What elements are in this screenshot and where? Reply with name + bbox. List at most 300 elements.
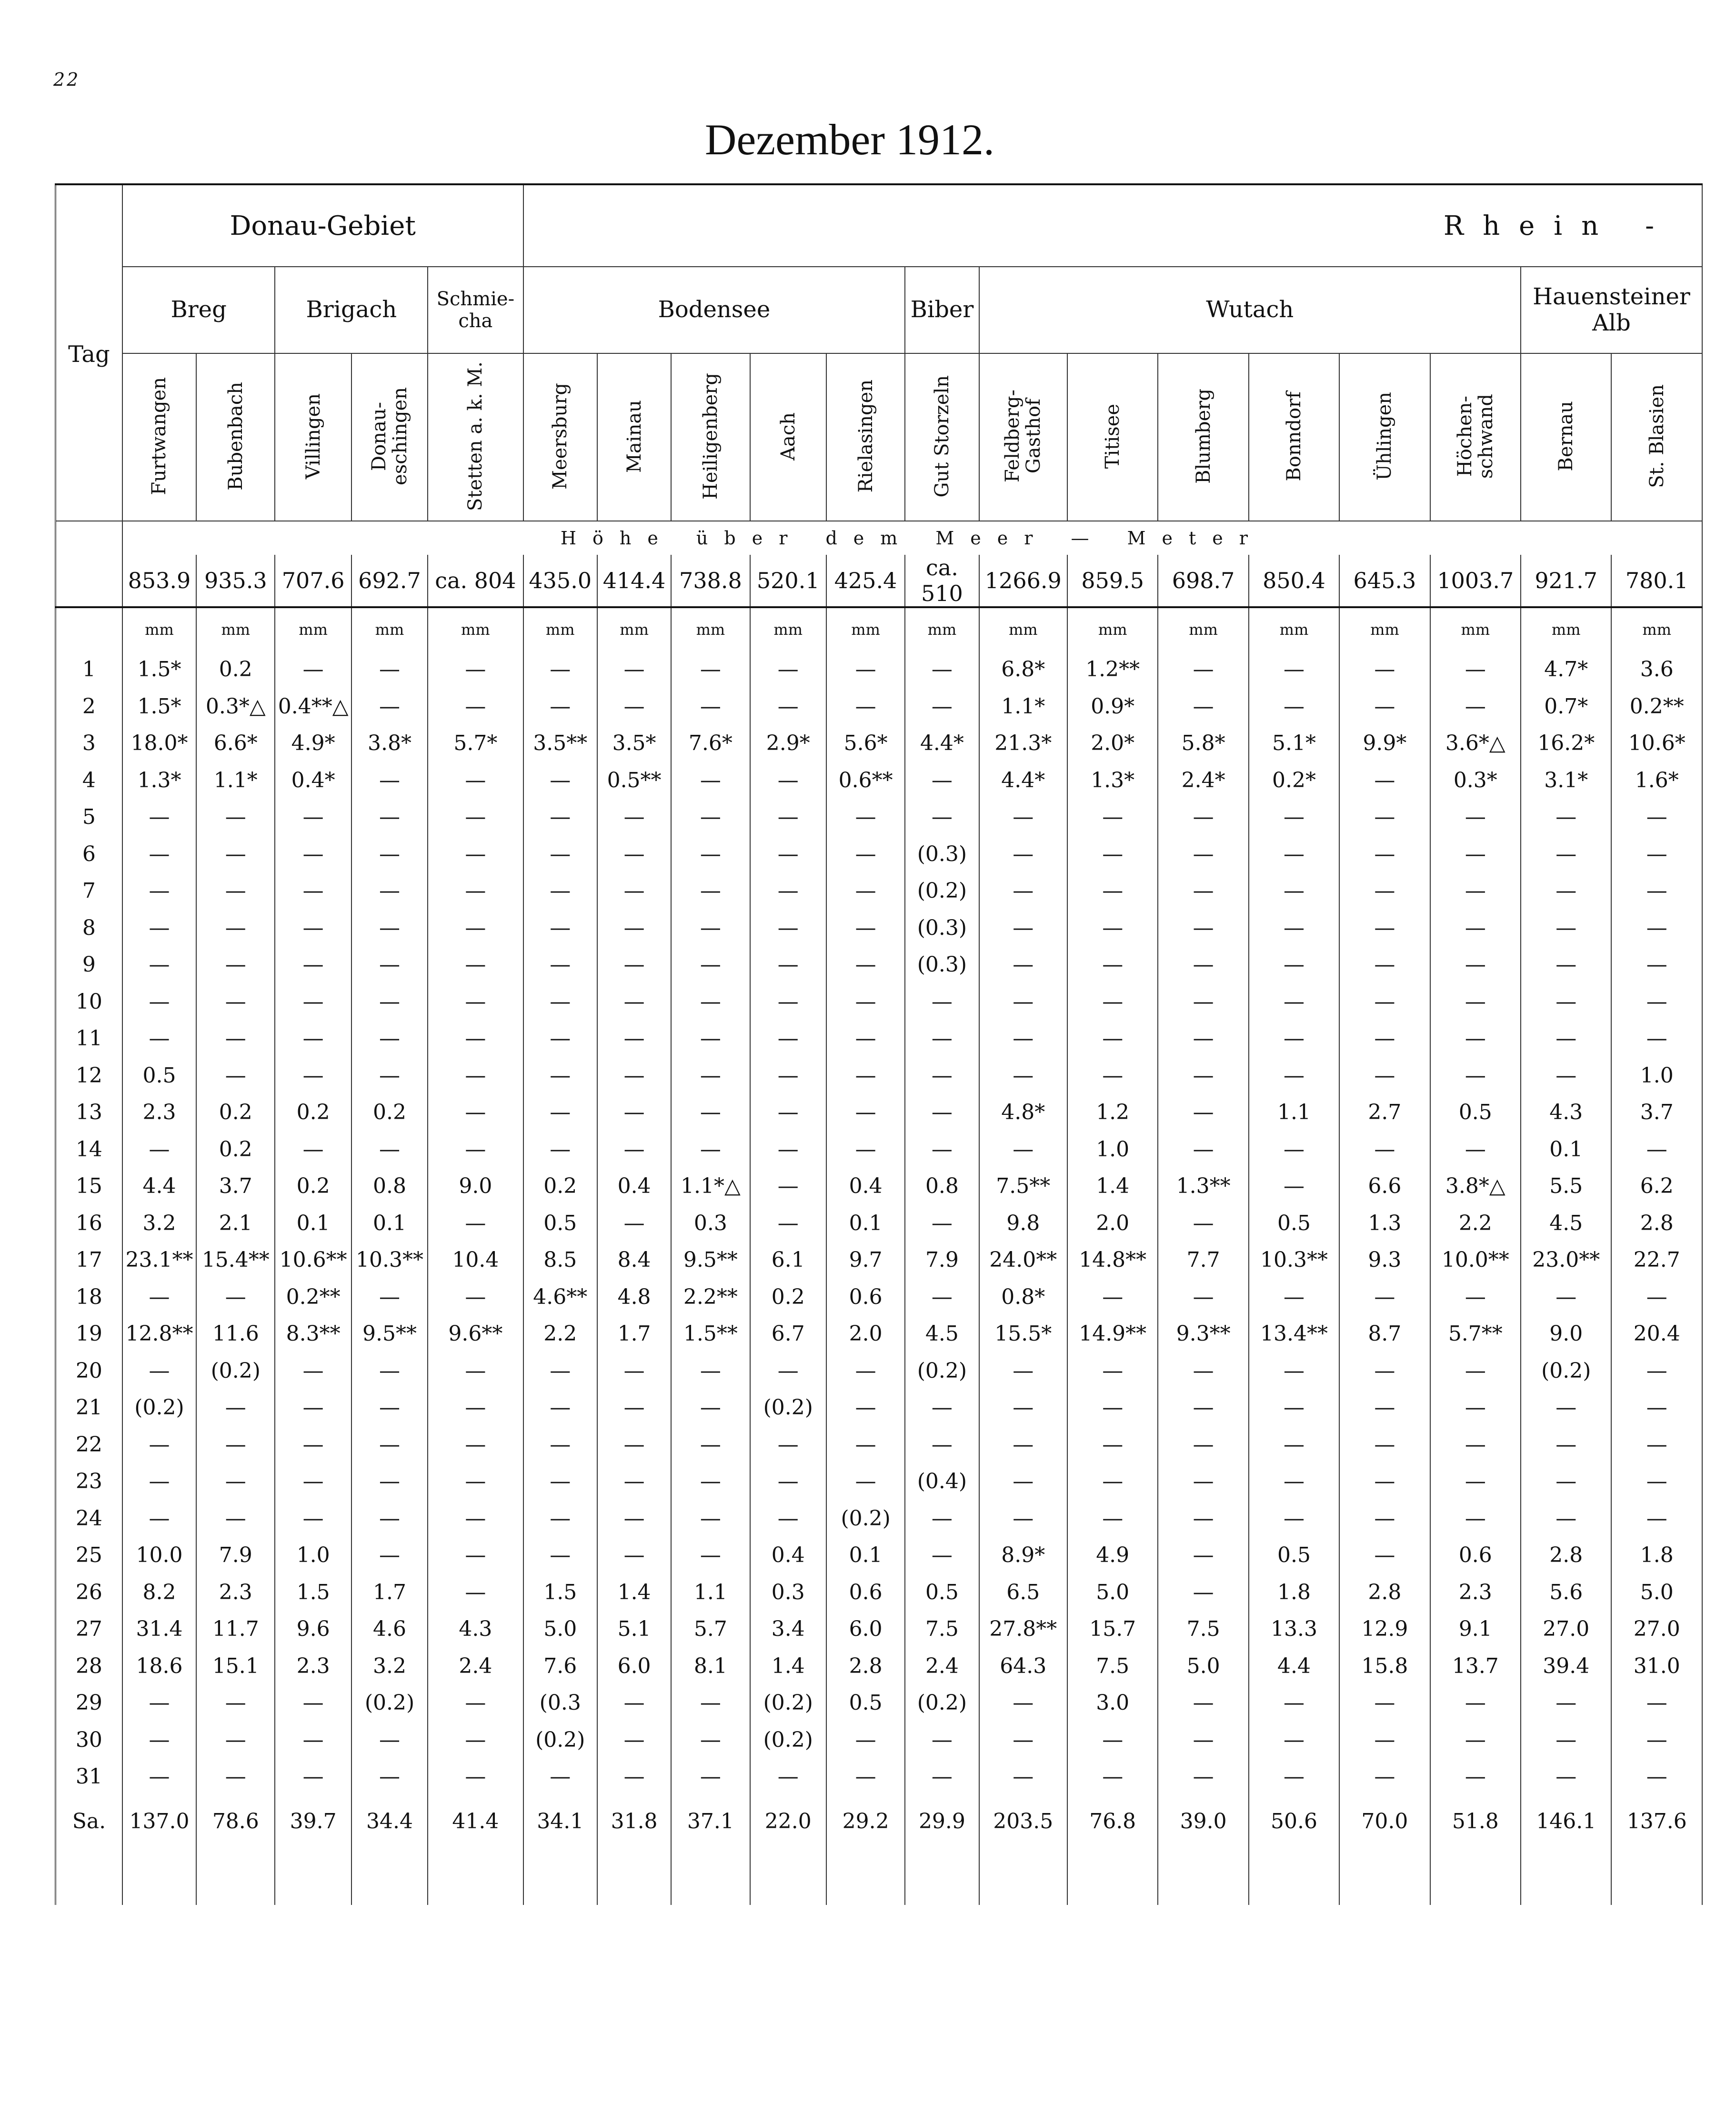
value-cell: 0.5 <box>1249 1537 1339 1574</box>
value-cell: — <box>597 1353 671 1390</box>
value-cell: — <box>1158 1279 1248 1316</box>
value-cell: 10.6** <box>275 1242 351 1279</box>
value-cell: 8.9* <box>979 1537 1067 1574</box>
value-cell: (0.3) <box>905 836 979 873</box>
value-cell: 0.9* <box>1067 688 1158 725</box>
value-cell: — <box>196 836 275 873</box>
padding-cell <box>1339 1848 1430 1905</box>
value-cell: 0.6 <box>826 1574 905 1611</box>
value-cell: — <box>750 1758 826 1795</box>
value-cell: — <box>1611 1389 1702 1426</box>
value-cell: 1.5** <box>671 1315 750 1353</box>
unit-cell: mm <box>523 607 597 651</box>
hoehe-label: Höhe über dem Meer — Meter <box>122 521 1702 555</box>
day-cell: 13 <box>56 1094 122 1131</box>
station-name: Feldberg- Gasthof <box>1002 390 1045 483</box>
value-cell: — <box>351 983 428 1021</box>
value-cell: — <box>428 1057 523 1094</box>
value-cell: — <box>122 1426 196 1463</box>
value-cell: — <box>428 651 523 688</box>
value-cell: — <box>275 983 351 1021</box>
value-cell: 13.4** <box>1249 1315 1339 1353</box>
value-cell: — <box>826 910 905 947</box>
value-cell: 0.5** <box>597 762 671 799</box>
value-cell: — <box>1430 1389 1521 1426</box>
value-cell: — <box>428 1722 523 1759</box>
value-cell: — <box>671 1353 750 1390</box>
value-cell: — <box>1249 1722 1339 1759</box>
value-cell: — <box>905 1279 979 1316</box>
river-wutach: Wutach <box>979 267 1521 353</box>
value-cell: — <box>351 1353 428 1390</box>
precipitation-table <box>55 183 1703 1905</box>
value-cell: — <box>750 1168 826 1205</box>
value-cell: — <box>979 799 1067 836</box>
value-cell: — <box>428 1500 523 1537</box>
value-cell: — <box>1158 1463 1248 1500</box>
value-cell: 1.1* <box>196 762 275 799</box>
day-cell: 25 <box>56 1537 122 1574</box>
value-cell: 9.9* <box>1339 725 1430 762</box>
value-cell: 2.2** <box>671 1279 750 1316</box>
value-cell: — <box>1430 872 1521 910</box>
value-cell: 4.6 <box>351 1611 428 1648</box>
elevation-cell: 414.4 <box>597 555 671 607</box>
value-cell: — <box>826 946 905 983</box>
day-cell: 30 <box>56 1722 122 1759</box>
value-cell: — <box>1249 1463 1339 1500</box>
value-cell: — <box>1521 1020 1611 1057</box>
table-row <box>56 946 1703 983</box>
sum-cell: 34.4 <box>351 1795 428 1848</box>
value-cell: — <box>979 1722 1067 1759</box>
value-cell: — <box>196 872 275 910</box>
value-cell: — <box>196 1057 275 1094</box>
value-cell: — <box>1339 983 1430 1021</box>
value-cell: — <box>1430 1131 1521 1168</box>
value-cell: 1.0 <box>1611 1057 1702 1094</box>
value-cell: — <box>1067 1057 1158 1094</box>
value-cell: — <box>196 1500 275 1537</box>
value-cell: — <box>351 836 428 873</box>
value-cell: — <box>1611 1758 1702 1795</box>
sum-cell: 70.0 <box>1339 1795 1430 1848</box>
value-cell: — <box>523 910 597 947</box>
value-cell: — <box>122 1684 196 1722</box>
value-cell: 1.8 <box>1249 1574 1339 1611</box>
value-cell: 9.1 <box>1430 1611 1521 1648</box>
value-cell: 39.4 <box>1521 1648 1611 1685</box>
elevation-cell: 692.7 <box>351 555 428 607</box>
value-cell: 7.7 <box>1158 1242 1248 1279</box>
value-cell: 4.4 <box>122 1168 196 1205</box>
value-cell: 1.8 <box>1611 1537 1702 1574</box>
value-cell: (0.2) <box>1521 1353 1611 1390</box>
value-cell: — <box>826 1353 905 1390</box>
value-cell: 7.5 <box>1067 1648 1158 1685</box>
value-cell: 1.1*△ <box>671 1168 750 1205</box>
value-cell: 3.8* <box>351 725 428 762</box>
station-header <box>905 353 979 521</box>
day-cell: 15 <box>56 1168 122 1205</box>
value-cell: — <box>351 910 428 947</box>
value-cell: 3.5** <box>523 725 597 762</box>
value-cell: 0.4 <box>750 1537 826 1574</box>
value-cell: — <box>523 983 597 1021</box>
value-cell: 9.6** <box>428 1315 523 1353</box>
value-cell: 0.2 <box>196 1131 275 1168</box>
day-cell: 14 <box>56 1131 122 1168</box>
padding-cell <box>826 1848 905 1905</box>
value-cell: — <box>1611 1279 1702 1316</box>
value-cell: — <box>1430 983 1521 1021</box>
table-row <box>56 1611 1703 1648</box>
value-cell: 11.6 <box>196 1315 275 1353</box>
value-cell: — <box>1611 1500 1702 1537</box>
padding-cell <box>196 1848 275 1905</box>
value-cell: — <box>351 1537 428 1574</box>
value-cell: — <box>1249 1020 1339 1057</box>
value-cell: — <box>1430 1020 1521 1057</box>
hoehe-row <box>56 521 1703 555</box>
day-cell: 4 <box>56 762 122 799</box>
value-cell: — <box>1339 836 1430 873</box>
table-row <box>56 725 1703 762</box>
value-cell: — <box>351 1426 428 1463</box>
value-cell: — <box>1611 1020 1702 1057</box>
value-cell: 5.0 <box>1158 1648 1248 1685</box>
value-cell: — <box>750 836 826 873</box>
value-cell: 6.7 <box>750 1315 826 1353</box>
value-cell: — <box>275 1463 351 1500</box>
value-cell: 15.4** <box>196 1242 275 1279</box>
value-cell: 7.6 <box>523 1648 597 1685</box>
value-cell: — <box>979 1057 1067 1094</box>
value-cell: — <box>523 1094 597 1131</box>
value-cell: 0.5 <box>122 1057 196 1094</box>
value-cell: — <box>1067 946 1158 983</box>
value-cell: — <box>979 1131 1067 1168</box>
value-cell: — <box>428 1574 523 1611</box>
value-cell: 3.2 <box>351 1648 428 1685</box>
value-cell: — <box>428 1537 523 1574</box>
padding-cell <box>122 1848 196 1905</box>
value-cell: — <box>671 983 750 1021</box>
value-cell: — <box>122 836 196 873</box>
value-cell: — <box>1249 872 1339 910</box>
table-row <box>56 1648 1703 1685</box>
sum-cell: 31.8 <box>597 1795 671 1848</box>
value-cell: — <box>275 1684 351 1722</box>
table-row <box>56 799 1703 836</box>
value-cell: — <box>1339 1353 1430 1390</box>
value-cell: 2.8 <box>826 1648 905 1685</box>
value-cell: 0.1 <box>826 1537 905 1574</box>
value-cell: 0.2 <box>196 651 275 688</box>
value-cell: 5.7** <box>1430 1315 1521 1353</box>
value-cell: 9.5** <box>671 1242 750 1279</box>
value-cell: 2.0 <box>826 1315 905 1353</box>
value-cell: — <box>826 836 905 873</box>
value-cell: — <box>750 1353 826 1390</box>
value-cell: 7.9 <box>905 1242 979 1279</box>
value-cell: 7.5** <box>979 1168 1067 1205</box>
padding-row <box>56 1848 1703 1905</box>
value-cell: — <box>1158 836 1248 873</box>
value-cell: — <box>122 983 196 1021</box>
value-cell: — <box>122 1020 196 1057</box>
unit-cell: mm <box>597 607 671 651</box>
value-cell: 9.6 <box>275 1611 351 1648</box>
sum-cell: 146.1 <box>1521 1795 1611 1848</box>
table-row <box>56 1279 1703 1316</box>
value-cell: — <box>1249 1353 1339 1390</box>
station-header <box>979 353 1067 521</box>
value-cell: — <box>1339 1131 1430 1168</box>
value-cell: — <box>428 1131 523 1168</box>
value-cell: — <box>351 1389 428 1426</box>
table-row <box>56 1684 1703 1722</box>
river-hauensteiner-alb: Hauensteiner Alb <box>1521 267 1702 353</box>
value-cell: — <box>1067 1463 1158 1500</box>
value-cell: 8.4 <box>597 1242 671 1279</box>
table-row <box>56 1315 1703 1353</box>
value-cell: — <box>1158 1094 1248 1131</box>
value-cell: 0.7* <box>1521 688 1611 725</box>
river-schmie-cha: Schmie- cha <box>428 267 523 353</box>
value-cell: 3.6 <box>1611 651 1702 688</box>
value-cell: — <box>1158 983 1248 1021</box>
value-cell: — <box>351 762 428 799</box>
station-name: Bonndorf <box>1283 391 1305 481</box>
value-cell: — <box>523 836 597 873</box>
padding-cell <box>671 1848 750 1905</box>
value-cell: — <box>1067 1279 1158 1316</box>
table-row <box>56 1094 1703 1131</box>
value-cell: — <box>1339 1426 1430 1463</box>
elevation-cell: 853.9 <box>122 555 196 607</box>
value-cell: — <box>1067 1500 1158 1537</box>
table-row <box>56 1168 1703 1205</box>
day-cell: 29 <box>56 1684 122 1722</box>
value-cell: — <box>1158 1426 1248 1463</box>
value-cell: — <box>1249 836 1339 873</box>
value-cell: — <box>1339 799 1430 836</box>
value-cell: — <box>1339 1463 1430 1500</box>
sum-cell: 37.1 <box>671 1795 750 1848</box>
value-cell: 1.3* <box>122 762 196 799</box>
unit-cell: mm <box>1067 607 1158 651</box>
station-header <box>428 353 523 521</box>
value-cell: — <box>1067 1020 1158 1057</box>
value-cell: — <box>1158 1020 1248 1057</box>
value-cell: — <box>523 1057 597 1094</box>
value-cell: — <box>1430 1500 1521 1537</box>
station-name: Bubenbach <box>224 382 247 491</box>
value-cell: 0.6 <box>1430 1537 1521 1574</box>
value-cell: 4.9* <box>275 725 351 762</box>
value-cell: — <box>428 910 523 947</box>
value-cell: — <box>671 1722 750 1759</box>
value-cell: — <box>523 1426 597 1463</box>
value-cell: 12.8** <box>122 1315 196 1353</box>
value-cell: 2.4 <box>428 1648 523 1685</box>
value-cell: 5.0 <box>523 1611 597 1648</box>
sum-row <box>56 1795 1703 1848</box>
day-cell: 27 <box>56 1611 122 1648</box>
value-cell: (0.4) <box>905 1463 979 1500</box>
value-cell: 27.8** <box>979 1611 1067 1648</box>
elevation-cell: 935.3 <box>196 555 275 607</box>
value-cell: 3.0 <box>1067 1684 1158 1722</box>
day-cell: 8 <box>56 910 122 947</box>
value-cell: 6.2 <box>1611 1168 1702 1205</box>
value-cell: — <box>1430 651 1521 688</box>
value-cell: 3.7 <box>196 1168 275 1205</box>
value-cell: 2.8 <box>1521 1537 1611 1574</box>
station-header <box>122 353 196 521</box>
value-cell: — <box>1158 1500 1248 1537</box>
value-cell: 16.2* <box>1521 725 1611 762</box>
table-row <box>56 1020 1703 1057</box>
value-cell: — <box>597 651 671 688</box>
value-cell: 4.4* <box>979 762 1067 799</box>
station-name: Stetten a. k. M. <box>464 361 487 511</box>
value-cell: — <box>1339 1500 1430 1537</box>
value-cell: 4.4* <box>905 725 979 762</box>
unit-cell: mm <box>196 607 275 651</box>
value-cell: (0.2) <box>826 1500 905 1537</box>
value-cell: — <box>597 1758 671 1795</box>
table-row <box>56 1353 1703 1390</box>
value-cell: — <box>1158 1537 1248 1574</box>
value-cell: — <box>1249 1057 1339 1094</box>
value-cell: — <box>1521 1722 1611 1759</box>
value-cell: — <box>671 762 750 799</box>
value-cell: 31.4 <box>122 1611 196 1648</box>
value-cell: 1.4 <box>750 1648 826 1685</box>
value-cell: — <box>351 799 428 836</box>
value-cell: 0.2** <box>275 1279 351 1316</box>
value-cell: — <box>1158 1684 1248 1722</box>
value-cell: — <box>1067 872 1158 910</box>
value-cell: — <box>979 1463 1067 1500</box>
padding-cell <box>1158 1848 1248 1905</box>
value-cell: 9.3 <box>1339 1242 1430 1279</box>
value-cell: 5.1 <box>597 1611 671 1648</box>
value-cell: — <box>750 799 826 836</box>
value-cell: — <box>1430 946 1521 983</box>
day-cell: 16 <box>56 1205 122 1242</box>
value-cell: — <box>597 872 671 910</box>
value-cell: — <box>826 872 905 910</box>
elevation-cell: ca. 510 <box>905 555 979 607</box>
value-cell: — <box>1430 1463 1521 1500</box>
value-cell: — <box>671 1094 750 1131</box>
table-row <box>56 1205 1703 1242</box>
value-cell: — <box>275 1426 351 1463</box>
value-cell: 0.1 <box>351 1205 428 1242</box>
value-cell: — <box>275 1020 351 1057</box>
value-cell: — <box>597 1537 671 1574</box>
value-cell: — <box>826 1389 905 1426</box>
table-row <box>56 1242 1703 1279</box>
value-cell: 8.5 <box>523 1242 597 1279</box>
value-cell: — <box>750 688 826 725</box>
value-cell: 10.0** <box>1430 1242 1521 1279</box>
day-cell: 23 <box>56 1463 122 1500</box>
value-cell: — <box>1249 688 1339 725</box>
region-donau: Donau-Gebiet <box>122 184 523 267</box>
value-cell: — <box>750 1426 826 1463</box>
value-cell: (0.2) <box>905 872 979 910</box>
value-cell: — <box>979 1684 1067 1722</box>
value-cell: 10.3** <box>1249 1242 1339 1279</box>
day-cell: 9 <box>56 946 122 983</box>
value-cell: — <box>1249 1168 1339 1205</box>
value-cell: — <box>1339 1057 1430 1094</box>
value-cell: — <box>196 1020 275 1057</box>
value-cell: — <box>1249 799 1339 836</box>
table-row <box>56 651 1703 688</box>
value-cell: — <box>905 1020 979 1057</box>
value-cell: 1.0 <box>1067 1131 1158 1168</box>
value-cell: — <box>1067 836 1158 873</box>
value-cell: — <box>1611 983 1702 1021</box>
value-cell: 10.4 <box>428 1242 523 1279</box>
value-cell: 0.1 <box>1521 1131 1611 1168</box>
value-cell: — <box>597 910 671 947</box>
padding-cell <box>56 1848 122 1905</box>
table-row <box>56 1500 1703 1537</box>
value-cell: (0.2) <box>905 1684 979 1722</box>
table-row <box>56 1463 1703 1500</box>
value-cell: — <box>905 1758 979 1795</box>
value-cell: — <box>428 1463 523 1500</box>
elevation-cell: 707.6 <box>275 555 351 607</box>
river-breg: Breg <box>122 267 275 353</box>
day-cell: 20 <box>56 1353 122 1390</box>
station-header <box>1249 353 1339 521</box>
value-cell: — <box>1339 1758 1430 1795</box>
value-cell: — <box>826 1758 905 1795</box>
value-cell: — <box>1611 836 1702 873</box>
value-cell: — <box>122 799 196 836</box>
value-cell: — <box>1521 983 1611 1021</box>
unit-cell: mm <box>1249 607 1339 651</box>
value-cell: 6.6 <box>1339 1168 1430 1205</box>
value-cell: — <box>671 1131 750 1168</box>
value-cell: 6.0 <box>597 1648 671 1685</box>
value-cell: — <box>750 1463 826 1500</box>
value-cell: 2.8 <box>1339 1574 1430 1611</box>
value-cell: — <box>750 762 826 799</box>
value-cell: 13.7 <box>1430 1648 1521 1685</box>
value-cell: — <box>275 1722 351 1759</box>
value-cell: — <box>597 1722 671 1759</box>
value-cell: — <box>1158 1131 1248 1168</box>
value-cell: — <box>1430 1684 1521 1722</box>
sum-cell: 137.0 <box>122 1795 196 1848</box>
value-cell: 1.0 <box>275 1537 351 1574</box>
value-cell: 7.9 <box>196 1537 275 1574</box>
station-header-row <box>56 353 1703 521</box>
table-row <box>56 762 1703 799</box>
station-name: Heiligenberg <box>699 373 722 500</box>
unit-cell: mm <box>750 607 826 651</box>
value-cell: 4.3 <box>428 1611 523 1648</box>
value-cell: 0.2 <box>275 1168 351 1205</box>
